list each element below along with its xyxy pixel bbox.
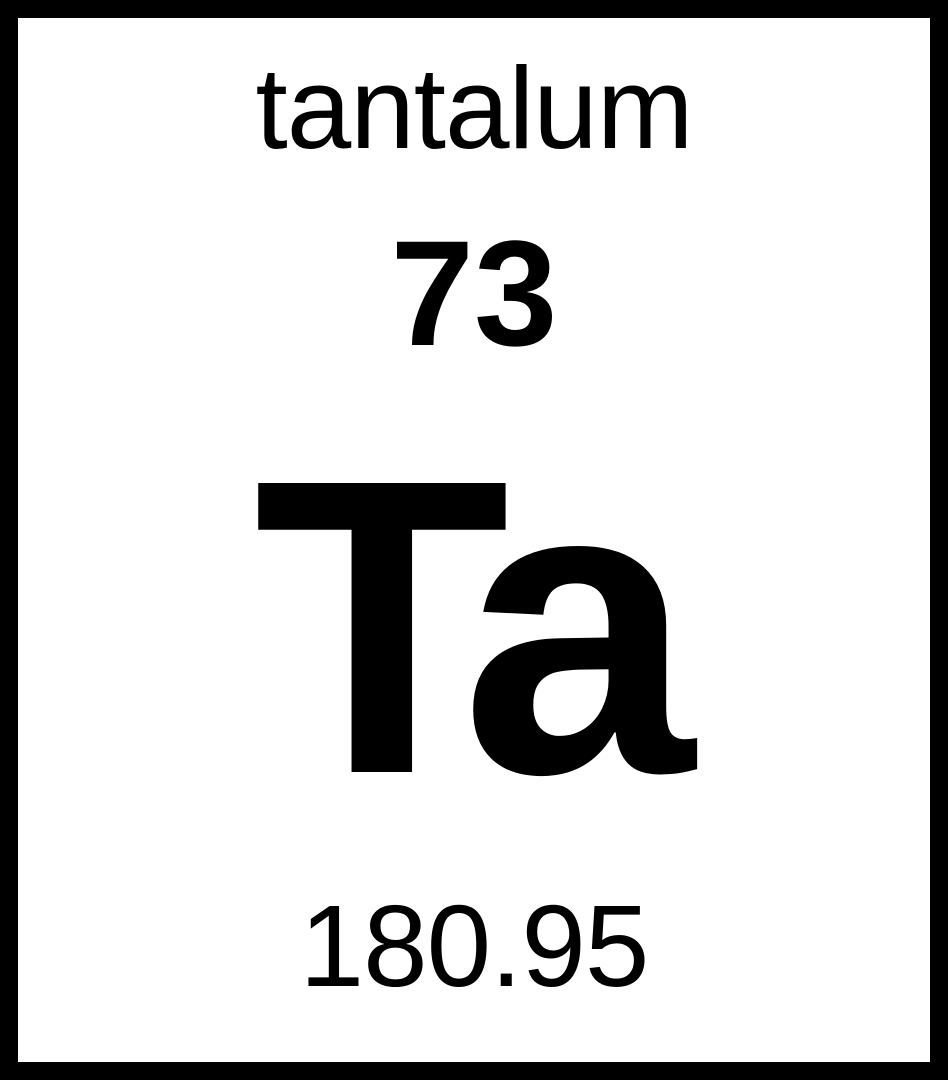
element-tile [18,18,930,1062]
atomic-number: 73 [390,209,558,377]
element-symbol: Ta [253,393,677,862]
element-name: tantalum [255,43,693,173]
atomic-mass: 180.95 [299,881,649,1011]
